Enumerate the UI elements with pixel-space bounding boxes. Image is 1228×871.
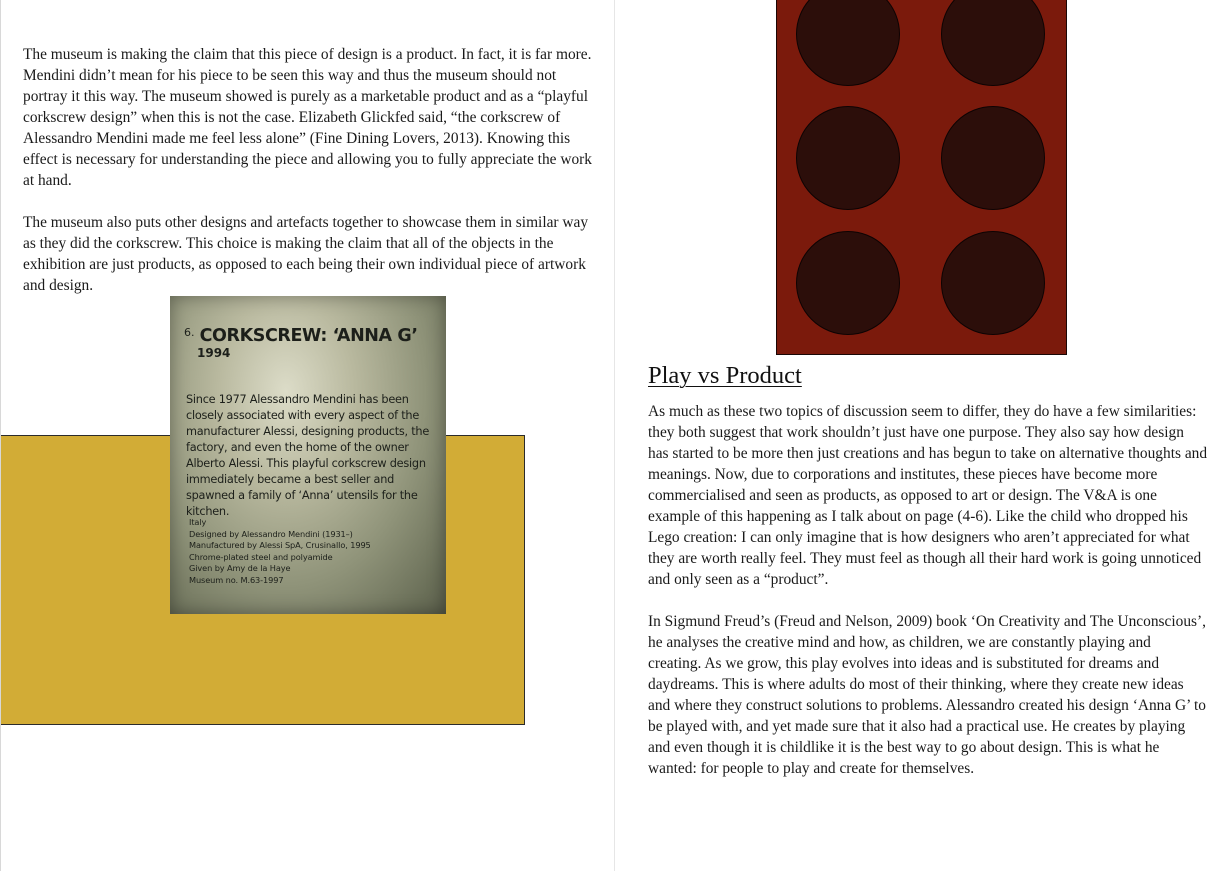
- label-title-row: [184, 326, 418, 346]
- credit-line: Manufactured by Alessi SpA, Crusinallo, 1995: [189, 540, 371, 550]
- paragraph: The museum is making the claim that this piece of design is a product. In fact, it is far more. Mendini didn’t mean for his piece to be seen this way and thus the museum should not portray it this way. The museum showed is purely as a marketable product and as a “playful corkscrew design” when this is not the case. Elizabeth Glickfed said, “the corkscrew of Alessandro Mendini made me feel less alone” (Fine Dining Lovers, 2013). Knowing this effect is necessary for understanding the piece and allowing you to fully appreciate the work at hand.: [23, 46, 592, 189]
- label-title: CORKSCREW: ‘ANNA G’: [199, 326, 418, 346]
- credit-line: Chrome-plated steel and polyamide: [189, 551, 333, 562]
- right-body-text: [648, 401, 1208, 779]
- lego-stud: [796, 106, 900, 210]
- museum-label-photo: [170, 296, 446, 614]
- section-heading: Play vs Product: [648, 362, 802, 389]
- paragraph: The museum also puts other designs and artefacts together to showcase them in similar way as they did the corkscrew. This choice is making the claim that all of the objects in the exhibition are just products, as opposed to each being their own individual piece of artwork and design.: [23, 214, 589, 294]
- credit-line: Museum no. M.63-1997: [189, 574, 284, 585]
- credit-line: Given by Amy de la Haye: [189, 563, 291, 573]
- credit-line: Italy: [189, 517, 207, 527]
- lego-stud: [796, 0, 900, 86]
- label-number: 6.: [184, 326, 195, 339]
- right-page: [614, 0, 1228, 871]
- lego-stud: [941, 106, 1045, 210]
- lego-stud: [941, 0, 1045, 86]
- lego-stud: [941, 231, 1045, 335]
- label-credits: [189, 517, 434, 586]
- paragraph: In Sigmund Freud’s (Freud and Nelson, 2009) book ‘On Creativity and The Unconscious’, he analyses the creative mind and how, as children, we are constantly playing and creating. As we grow, this play evolves into ideas and is substituted for dreams and daydreams. This is where adults do most of their thinking, where they create new ideas and where they construct solutions to problems. Alessandro created his design ‘Anna G’ to be played with, and yet made sure that it also had a practical use. He creates by playing and even though it is childlike it is the best way to go about design. This is what he wanted: for people to play and create for themselves.: [648, 613, 1206, 777]
- label-year: 1994: [197, 346, 231, 360]
- lego-brick-illustration: [776, 0, 1067, 355]
- left-body-text: [23, 44, 597, 296]
- label-description: Since 1977 Alessandro Mendini has been closely associated with every aspect of the manufacturer Alessi, designing products, the factory, and even the home of the owner Alberto Alessi. This playful corkscrew design immediately became a best seller and spawned a family of ‘Anna’ utensils for the kitchen.: [186, 393, 430, 518]
- paragraph: As much as these two topics of discussion seem to differ, they do have a few similarities: they both suggest that work shouldn’t just have one purpose. They also say how design has started to be more then just creations and has begun to take on alternative thoughts and meanings. Now, due to corporations and institutes, these pieces have become more commercialised and seen as products, as opposed to art or design. The V&A is one example of this happening as I talk about on page (4-6). Like the child who dropped his Lego creation: I can only imagine that is how designers who aren’t appreciated for what they are worth really feel. They must feel as though all their hard work is going unnoticed and only seen as a “product”.: [648, 403, 1208, 588]
- credit-line: Designed by Alessandro Mendini (1931–): [189, 528, 353, 539]
- lego-stud: [796, 231, 900, 335]
